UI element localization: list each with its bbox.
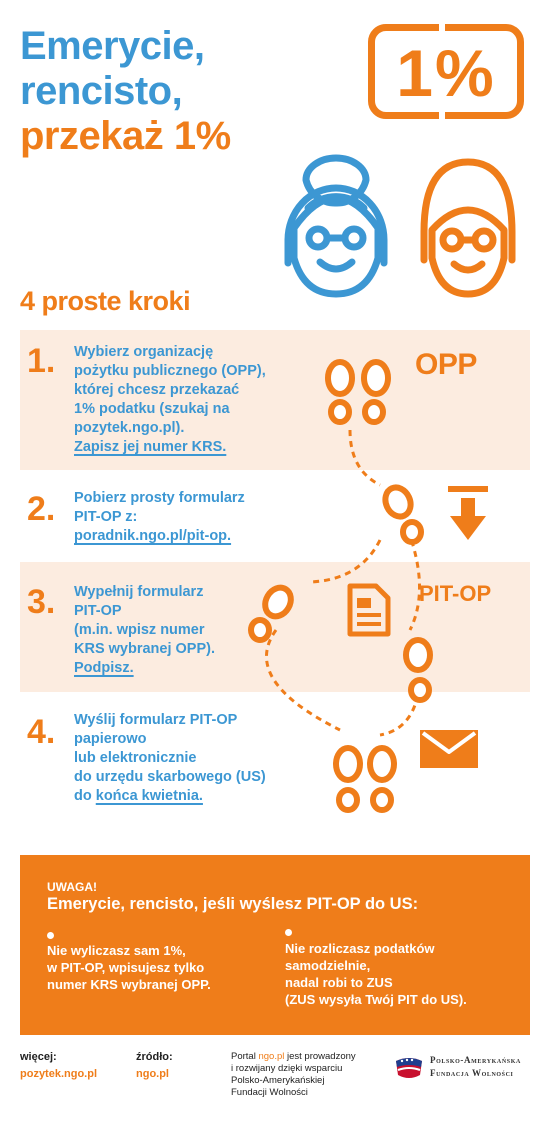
step-2-line: PIT-OP z: [74,509,138,525]
portal-link[interactable]: ngo.pl [258,1051,285,1062]
pafw-logo-icon [394,1053,424,1081]
portal-line: Polsko-Amerykańskiej [231,1075,325,1086]
warning-left-line: Nie wyliczasz sam 1%, [47,943,186,958]
title-line-1: Emerycie, [20,24,205,68]
step-3-line: KRS wybranej OPP). [74,641,216,657]
warning-right-line: samodzielnie, [285,958,371,973]
step-3-line: PIT-OP [74,603,122,619]
step-2-link[interactable]: poradnik.ngo.pl/pit-op. [74,528,232,544]
bullet-icon [285,929,292,936]
pit-op-label: PIT-OP [419,581,492,606]
warning-heading: UWAGA! [47,880,97,894]
step-1-line: 1% podatku (szukaj na [74,401,230,417]
warning-left-line: w PIT-OP, wpisujesz tylko [47,960,205,975]
step-4-line: lub elektronicznie [74,750,197,766]
portal-line: Fundacji Wolności [231,1087,308,1098]
steps-heading: 4 proste kroki [20,286,191,316]
step-2-line: Pobierz prosty formularz [74,490,245,506]
step-2-number: 2. [27,490,56,528]
download-arrow-icon [446,484,490,542]
step-1-underlined: Zapisz jej numer KRS. [74,439,227,455]
step-1-line: której chcesz przekazać [74,382,240,398]
title-line-3: przekaż 1% [20,114,231,158]
warning-subheading: Emerycie, rencisto, jeśli wyślesz PIT-OP do US: [47,895,419,913]
grandmother-icon [272,148,400,298]
warning-left-column [47,942,267,993]
warning-right-line: nadal robi to ZUS [285,975,393,990]
step-3-underlined: Podpisz. [74,660,134,676]
portal-first-line [231,1051,381,1063]
step-3-line: Wypełnij formularz [74,584,204,600]
more-link[interactable]: pozytek.ngo.pl [20,1068,97,1080]
step-4-line: papierowo [74,731,147,747]
pafw-logo-text [430,1054,521,1080]
badge-text: 1% [396,36,496,110]
step-1-line: pożytku publicznego (OPP), [74,363,266,379]
step-1-line: pozytek.ngo.pl). [74,420,185,436]
warning-left-line: numer KRS wybranej OPP. [47,977,211,992]
bullet-icon [47,932,54,939]
opp-label: OPP [415,348,477,381]
page-title [20,24,340,159]
portal-note [231,1051,381,1099]
warning-right-column [285,940,525,1008]
step-4-prefix: do [74,788,96,804]
warning-right-line: Nie rozliczasz podatków [285,941,435,956]
portal-suffix: jest prowadzony [284,1051,356,1062]
one-percent-badge [368,24,524,119]
title-line-2: rencisto, [20,69,183,113]
pafw-line-1: Polsko-Amerykańska [430,1055,521,1065]
grandfather-icon [404,148,532,298]
warning-box [20,855,530,1035]
portal-line: i rozwijany dzięki wsparciu [231,1063,343,1074]
step-4-line: Wyślij formularz PIT-OP [74,712,238,728]
step-4-number: 4. [27,713,56,751]
step-1-number: 1. [27,342,56,380]
step-1-line: Wybierz organizację [74,344,214,360]
footprints-icon [240,350,450,830]
step-4-underlined: końca kwietnia. [95,788,203,804]
step-3-line: (m.in. wpisz numer [74,622,205,638]
pafw-line-2: Fundacja Wolności [430,1068,514,1078]
warning-right-line: (ZUS wysyła Twój PIT do US). [285,992,467,1007]
source-link[interactable]: ngo.pl [136,1068,169,1080]
step-3-number: 3. [27,583,56,621]
step-4-line: do urzędu skarbowego (US) [74,769,266,785]
portal-prefix: Portal [231,1051,259,1062]
more-label: więcej: [20,1051,57,1063]
source-label: źródło: [136,1051,173,1063]
